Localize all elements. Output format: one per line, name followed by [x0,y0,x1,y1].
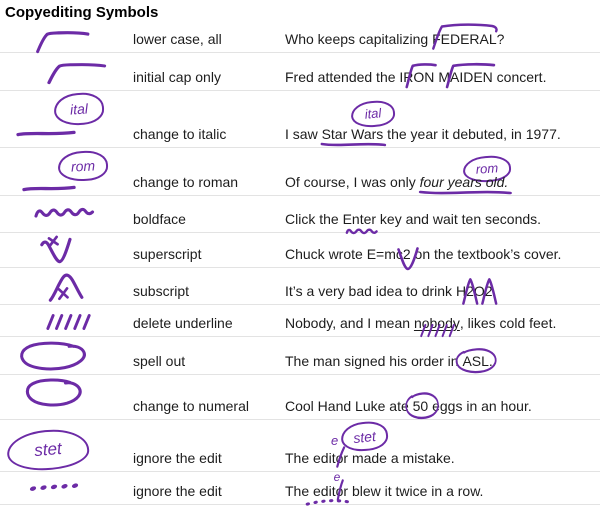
example-text: The edito e r blew it twice in a row. [285,483,483,499]
marked-text: o [336,450,344,466]
example-cell [285,24,600,52]
example-text: Click the Enter key and wait ten seconds. [285,211,541,227]
spell-out-mark-icon [18,341,90,372]
correction-letter: e [333,470,341,484]
example-cell [285,148,600,195]
page-title: Copyediting Symbols [5,4,159,21]
example-text: Fred attended the IRON MAIDEN concert. [285,69,546,85]
underline-mark-icon [16,129,76,137]
stet-annotation: stet [340,420,390,454]
symbol-cell [0,233,133,267]
rom-annotation: rom [462,154,512,183]
copyediting-symbols-table [0,24,600,505]
table-row [0,337,600,375]
example-text: Who keeps capitalizing FEDERAL ? [285,31,504,47]
initial-cap-mark-icon [45,62,109,84]
correction-letter: e [331,433,339,448]
symbol-cell [0,24,133,52]
symbol-name-label: boldface [133,211,186,227]
example-cell [285,472,600,504]
table-row [0,472,600,505]
table-row [0,268,600,305]
table-row [0,420,600,472]
table-row [0,53,600,91]
table-row [0,91,600,148]
delete-underline-mark-icon [44,313,94,331]
example-cell [285,268,600,304]
symbol-cell [0,305,133,336]
symbol-cell [0,375,133,419]
marked-text: MAIDEN [438,69,492,85]
example-text: Cool Hand Luke ate 50 eggs in an hour. [285,398,532,414]
example-cell [285,233,600,267]
example-cell [285,337,600,374]
superscript-mark-icon [38,235,80,266]
symbol-name-label: delete underline [133,315,233,331]
marked-text: 2 [485,283,493,299]
marked-text: Star Wars [322,126,384,142]
marked-text: four years old. [420,174,509,190]
example-cell [285,53,600,90]
symbol-name-label: ignore the edit [133,450,222,466]
symbol-name-label: change to numeral [133,398,249,414]
symbol-cell [0,53,133,90]
ital-annotation: ital [53,91,105,126]
symbol-cell [0,472,133,504]
example-text: Of course, I was only four years old. [285,174,508,190]
marked-text: o e [336,483,344,499]
marked-text: nobody [414,315,460,331]
stet-dots-mark-icon [28,480,82,492]
symbol-name-label: lower case, all [133,31,222,47]
symbol-name-label: subscript [133,283,190,299]
symbol-name-label: change to italic [133,126,227,142]
example-text: The man signed his order in ASL . [285,353,493,369]
symbol-cell [0,337,133,374]
boldface-mark-icon [34,204,96,220]
lowercase-all-mark-icon [34,30,92,53]
example-cell [285,196,600,232]
numeral-mark-icon [24,378,84,409]
symbol-name-label: spell out [133,353,186,369]
symbol-cell [0,148,133,195]
table-row [0,233,600,268]
symbol-name-label: superscript [133,246,202,262]
table-row [0,24,600,53]
symbol-name-label: change to roman [133,174,239,190]
marked-text: Enter [343,211,376,227]
example-text: The edito r made a mistake. [285,450,455,466]
symbol-cell [0,196,133,232]
example-text: Nobody, and I mean nobody , likes cold feet. [285,315,556,331]
marked-text: 2 [403,246,411,262]
underline-mark-icon [22,184,76,192]
marked-text: 50 [413,398,429,414]
example-text: It’s a very bad idea to drink H2 O2 . [285,283,496,299]
ital-annotation: ital [350,99,396,129]
table-row [0,375,600,420]
table-row [0,148,600,196]
marked-text: ASL [462,353,488,369]
subscript-mark-icon [47,271,89,303]
symbol-cell [0,91,133,147]
marked-text: IRON [399,69,434,85]
symbol-name-label: ignore the edit [133,483,222,499]
example-cell [285,91,600,147]
table-row [0,305,600,337]
example-text: I saw Star Wars the year it debuted, in 1977. [285,126,561,142]
table-row [0,196,600,233]
marked-text: 2 [466,283,474,299]
symbol-name-label: initial cap only [133,69,221,85]
example-cell [285,375,600,419]
example-cell [285,305,600,336]
example-cell [285,420,600,471]
symbol-cell [0,420,133,471]
symbol-cell [0,268,133,304]
marked-text: FEDERAL [432,31,497,47]
rom-annotation: rom [57,150,109,183]
example-text: Chuck wrote E=mc2 on the textbook’s cover. [285,246,561,262]
stet-annotation: stet [5,427,90,474]
